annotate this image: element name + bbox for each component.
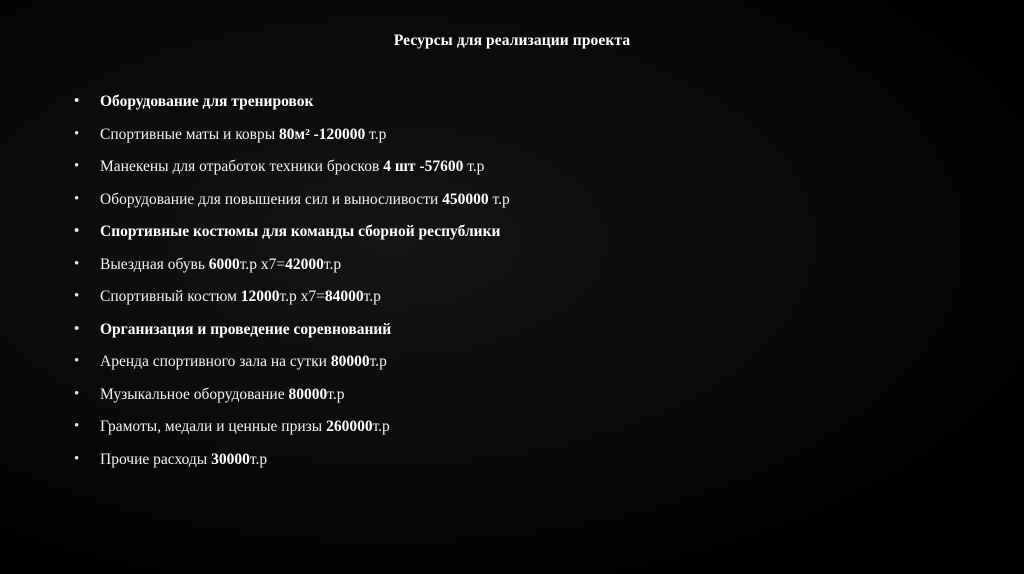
list-item-label: Прочие расходы 30000т.р (100, 450, 268, 468)
bullet-dot-icon: • (74, 418, 80, 434)
resource-bullet-list (68, 92, 968, 482)
bullet-dot-icon: • (74, 385, 80, 402)
list-item-label: Выездная обувь 6000т.р х7=42000т.р (100, 255, 342, 273)
list-item (68, 125, 968, 144)
list-item-label: Манекены для отработок техники бросков 4 шт -57600 т.р (100, 158, 485, 175)
bullet-dot-icon: • (74, 288, 80, 304)
list-item-label: Оборудование для тренировок (100, 93, 314, 110)
bullet-dot-icon: • (74, 158, 80, 174)
list-item-label: Музыкальное оборудование 80000т.р (100, 385, 345, 403)
bullet-dot-icon: • (74, 320, 80, 337)
list-item (68, 287, 968, 306)
list-item-label: Организация и проведение соревнований (100, 320, 392, 338)
list-item (68, 417, 968, 436)
slide-title: Ресурсы для реализации проекта (393, 32, 631, 49)
list-item-label: Спортивные маты и ковры 80м² -120000 т.р (100, 125, 387, 143)
list-item-label: Спортивные костюмы для команды сборной республики (100, 223, 501, 240)
bullet-dot-icon: • (74, 125, 80, 142)
list-item (68, 222, 968, 241)
list-item (68, 190, 968, 209)
list-item (68, 450, 968, 469)
bullet-dot-icon: • (74, 223, 80, 239)
list-item (68, 320, 968, 339)
bullet-dot-icon: • (74, 93, 80, 109)
bullet-dot-icon: • (74, 190, 80, 207)
bullet-dot-icon: • (74, 450, 80, 467)
bullet-dot-icon: • (74, 255, 80, 272)
list-item (68, 92, 968, 111)
list-item (68, 157, 968, 176)
bullet-dot-icon: • (74, 353, 80, 369)
list-item (68, 385, 968, 404)
list-item-label: Грамоты, медали и ценные призы 260000т.р (100, 418, 390, 435)
list-item (68, 352, 968, 371)
list-item-label: Оборудование для повышения сил и выносливости 450000 т.р (100, 190, 510, 208)
list-item (68, 255, 968, 274)
list-item-label: Аренда спортивного зала на сутки 80000т.р (100, 353, 387, 370)
list-item-label: Спортивный костюм 12000т.р х7=84000т.р (100, 288, 381, 305)
